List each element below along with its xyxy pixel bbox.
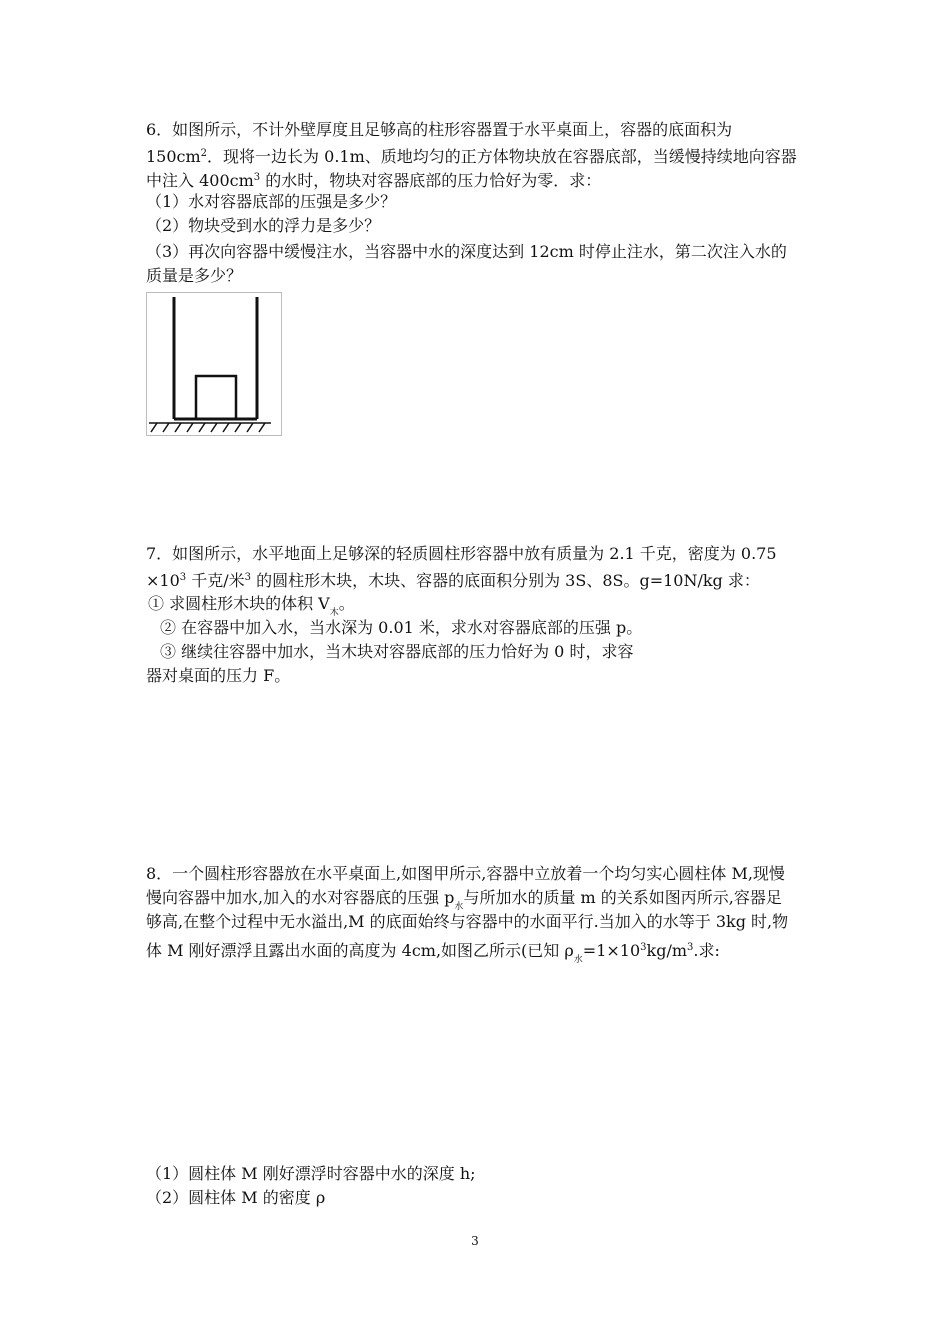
q6-part-3a: （3）再次向容器中缓慢注水，当容器中水的深度达到 12cm 时停止注水，第二次注入水的 [146, 242, 787, 261]
q6-area-exp: 2 [200, 148, 208, 159]
q8-unit-exp: 3 [687, 942, 694, 953]
q7-part-3b: 器对桌面的压力 F。 [146, 666, 291, 685]
q8-line-2-end: 与所加水的质量 m 的关系如图丙所示,容器足 [463, 888, 782, 907]
q8-density-base: =1×10 [582, 941, 641, 960]
q7-part-2: ② 在容器中加入水，当水深为 0.01 米，求水对容器底部的压强 p。 [160, 618, 643, 637]
table-hatching [151, 423, 265, 432]
q8-line-4-end: .求: [693, 941, 720, 960]
q7-line-2 [146, 566, 760, 593]
q7-wood-subscript: 木 [329, 608, 339, 618]
q7-part-3a: ③ 继续往容器中加水，当木块对容器底部的压力恰好为 0 时，求容 [160, 642, 634, 661]
q6-line-3 [146, 166, 601, 193]
q8-part-1: （1）圆柱体 M 刚好漂浮时容器中水的深度 h; [146, 1164, 476, 1183]
q8-part-2: （2）圆柱体 M 的密度 ρ [146, 1188, 326, 1207]
q8-line-2-text: 慢向容器中加水,加入的水对容器底的压强 p [146, 888, 455, 907]
q6-volume-value: 中注入 400cm [146, 171, 254, 190]
q7-unit-exp: 3 [244, 572, 251, 583]
q8-line-1: 8．一个圆柱形容器放在水平桌面上,如图甲所示,容器中立放着一个均匀实心圆柱体 M,现慢 [146, 864, 785, 883]
q6-part-1: （1）水对容器底部的压强是多少？ [146, 192, 397, 211]
q7-density-exp: 3 [179, 572, 187, 583]
q6-part-3b: 质量是多少？ [146, 266, 243, 285]
q6-line-3-text: 的水时，物块对容器底部的压力恰好为零．求： [260, 171, 602, 190]
q6-line-2 [146, 142, 797, 169]
q8-density-exp: 3 [640, 942, 647, 953]
q8-rho-subscript: 水 [573, 955, 583, 965]
q7-line-1: 7．如图所示，水平地面上足够深的轻质圆柱形容器中放有质量为 2.1 千克，密度为 0.75 [146, 544, 777, 563]
q8-density-unit: kg/m [646, 941, 688, 960]
q6-line-1: 6．如图所示，不计外壁厚度且足够高的柱形容器置于水平桌面上，容器的底面积为 [146, 120, 733, 139]
q6-line-2-text: ．现将一边长为 0.1m、质地均匀的正方体物块放在容器底部，当缓慢持续地向容器 [207, 147, 797, 166]
q7-density-base: ×10 [146, 571, 180, 590]
q6-volume-exp: 3 [253, 172, 261, 183]
q6-part-2: （2）物块受到水的浮力是多少？ [146, 216, 381, 235]
cube-block [196, 376, 236, 419]
q8-water-subscript: 水 [454, 902, 464, 912]
q8-line-4-text: 体 M 刚好漂浮且露出水面的高度为 4cm,如图乙所示(已知 ρ [146, 941, 574, 960]
q7-part-1-end: 。 [338, 594, 355, 613]
q7-part-1-text: ① 求圆柱形木块的体积 V [148, 594, 330, 613]
q8-line-4 [146, 936, 720, 972]
q7-density-unit: 千克/米 [186, 571, 245, 590]
page-number: 3 [471, 1234, 479, 1248]
q7-line-2-text: 的圆柱形木块，木块、容器的底面积分别为 3S、8S。g=10N/kg 求： [251, 571, 760, 590]
q6-diagram-svg [147, 293, 281, 435]
q6-figure-container-diagram [146, 292, 282, 436]
q6-area-value: 150cm [146, 147, 201, 166]
q8-line-3: 够高,在整个过程中无水溢出,M 的底面始终与容器中的水面平行.当加入的水等于 3kg 时,物 [146, 912, 789, 931]
